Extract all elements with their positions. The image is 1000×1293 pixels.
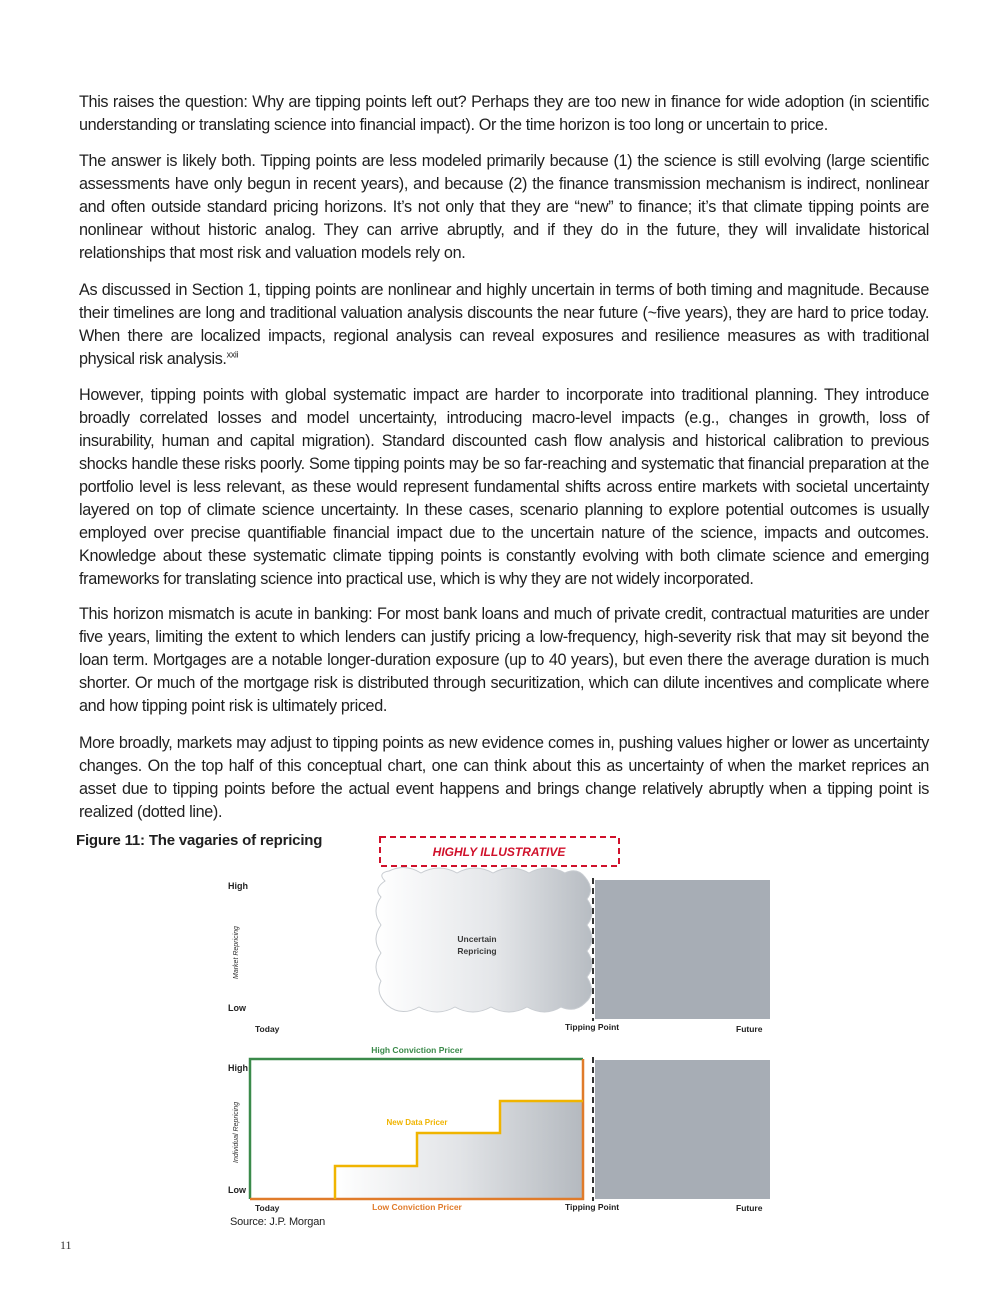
banner-label: HIGHLY ILLUSTRATIVE — [432, 845, 566, 859]
new-data-step-fill — [335, 1101, 583, 1199]
paragraph-1: This raises the question: Why are tipping points left out? Perhaps they are too new in finance for wide adoption (in scientific understanding or translating science into financial impact). Or the time horizon is too long or uncertain to price. — [79, 93, 929, 134]
footnote-reference[interactable]: xxii — [226, 349, 239, 360]
paragraph-4: However, tipping points with global systematic impact are harder to incorporate into traditional planning. They introduce broadly correlated losses and model uncertainty, introducing macro-level impacts (e.g., changes in growth, loss of insurability, human and capital migration). Standard discounted cash flow analysis and historical calibration to previous shocks handle these risks poorly. Some tipping points may be so far-reaching and systematic that financial preparation at the portfolio level is less relevant, as these would represent fundamental shifts across entire markets with societal uncertainty layered on top of climate science uncertainty. In these cases, scenario planning to explore potential outcomes is usually employed over precise quantifiable financial impact due to the uncertain nature of the science, impacts and outcomes. Knowledge about these systematic climate tipping points is constantly evolving with both climate science and emerging frameworks for translating science into practical use, which is why they are not widely incorporated. — [79, 386, 929, 588]
bottom-future-block — [595, 1060, 770, 1199]
bottom-x-future: Future — [736, 1203, 763, 1213]
high-conviction-label: High Conviction Pricer — [371, 1045, 463, 1055]
low-conviction-label: Low Conviction Pricer — [372, 1202, 462, 1212]
paragraph-3-text: As discussed in Section 1, tipping points are nonlinear and highly uncertain in terms of both timing and magnitude. Because their timelines are long and traditional valuation analysis discounts the near future (~five years), they are hard to price today. When there are localized impacts, regional analysis can reveal exposures and resilience measures as with traditional physical risk analysis. — [79, 281, 929, 368]
top-x-today: Today — [255, 1024, 280, 1034]
top-low-label: Low — [228, 1003, 246, 1013]
cloud-label-uncertain: Uncertain — [457, 934, 497, 944]
cloud-label-repricing: Repricing — [457, 946, 497, 956]
bottom-x-today: Today — [255, 1203, 280, 1213]
paragraph-3 — [79, 279, 929, 371]
figure-title: Figure 11: The vagaries of repricing — [76, 832, 323, 849]
paragraph-6: More broadly, markets may adjust to tipping points as new evidence comes in, pushing values higher or lower as uncertainty changes. On the top half of this conceptual chart, one can think about this as uncertainty of when the market reprices an asset due to tipping points before the actual event happens and brings change relatively abruptly when a tipping point is realized (dotted line). — [79, 734, 929, 821]
top-future-block — [595, 880, 770, 1019]
bottom-x-tipping-point: Tipping Point — [565, 1202, 620, 1212]
bottom-y-axis-label: Individual Repricing — [233, 1101, 240, 1163]
paragraph-2: The answer is likely both. Tipping points are less modeled primarily because (1) the science is still evolving (large scientific assessments have only begun in recent years), and because (2) the finance transmission mechanism is indirect, nonlinear and often outside standard pricing horizons. It’s not only that they are “new” to finance; it’s that climate tipping points are nonlinear without historic analog. They can arrive abruptly, and if they do in the future, they will invalidate historical relationships that most risk and valuation models rely on. — [79, 152, 929, 262]
top-x-tipping-point: Tipping Point — [565, 1022, 620, 1032]
bottom-low-label: Low — [228, 1185, 246, 1195]
page-number: 11 — [60, 1238, 72, 1252]
top-high-label: High — [228, 881, 248, 891]
repricing-figure — [225, 833, 785, 1215]
bottom-high-label: High — [228, 1063, 248, 1073]
paragraph-5: This horizon mismatch is acute in banking: For most bank loans and much of private credit, contractual maturities are under five years, limiting the extent to which lenders can justify pricing a low-frequency, high-severity risk that may sit beyond the loan term. Mortgages are a notable longer-duration exposure (up to 40 years), but even there the average duration is much shorter. Or much of the mortgage risk is distributed through securitization, which can dilute incentives and complicate where and how tipping point risk is ultimately priced. — [79, 605, 929, 715]
new-data-pricer-label: New Data Pricer — [386, 1118, 448, 1127]
figure-source: Source: J.P. Morgan — [230, 1216, 326, 1228]
top-y-axis-label: Market Repricing — [233, 926, 240, 979]
top-x-future: Future — [736, 1024, 763, 1034]
